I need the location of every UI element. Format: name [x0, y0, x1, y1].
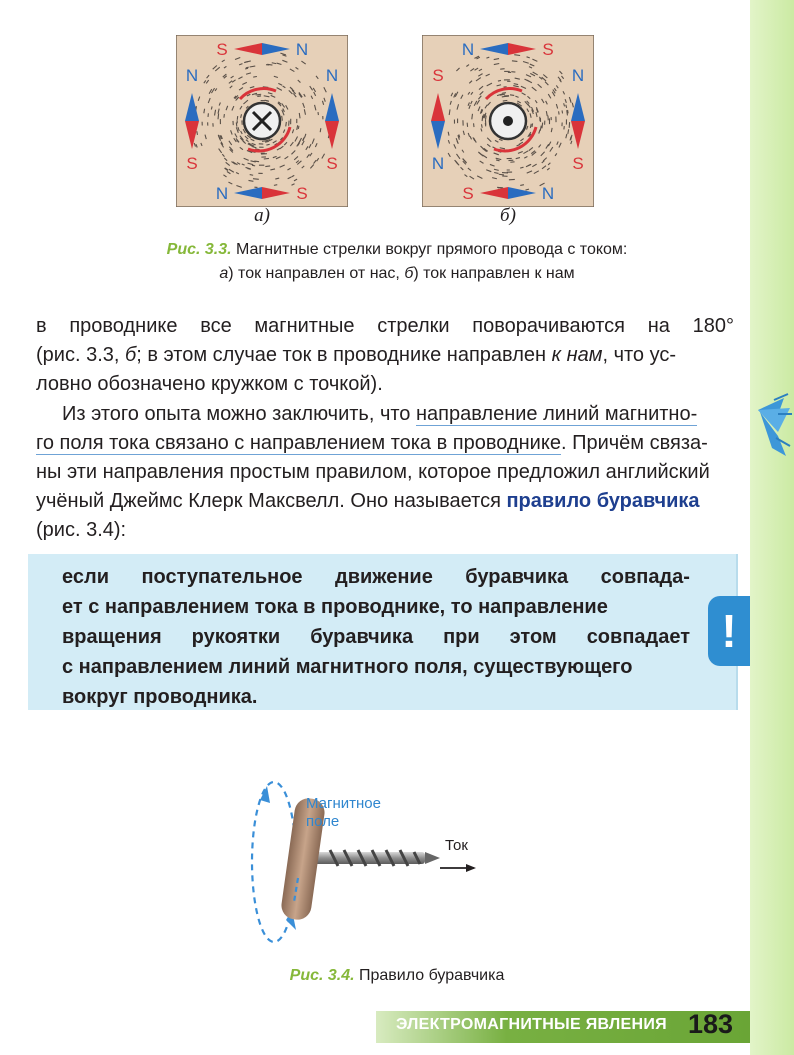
pole-label: N — [215, 184, 229, 203]
word: если — [62, 566, 109, 588]
pointing-hand-icon — [744, 392, 794, 470]
text-run-italic: б — [124, 344, 137, 366]
figure-3-4-caption — [0, 964, 794, 988]
caption-b: б — [404, 265, 414, 282]
word: 180° — [692, 315, 734, 337]
rule-text — [62, 562, 690, 712]
word: магнитные — [254, 315, 355, 337]
word: буравчика — [310, 626, 414, 648]
pole-label: S — [432, 66, 444, 85]
paragraph-1-line-2 — [36, 341, 734, 370]
paragraph-1-line-1 — [36, 312, 734, 341]
pole-label: S — [186, 154, 198, 173]
pole-label: N — [571, 66, 585, 85]
paragraph-2-line-3: ны эти направления простым правилом, которое предложил английский — [36, 461, 710, 483]
text-run: (рис. 3.3, — [36, 344, 125, 366]
paragraph-2-line-2 — [36, 429, 734, 458]
page-number: 183 — [688, 1009, 734, 1039]
current-label: Ток — [445, 837, 468, 854]
word: совпадает — [586, 626, 690, 648]
paragraph-2 — [36, 400, 734, 545]
field-label-line: Магнитное — [306, 795, 381, 812]
paragraph-1 — [36, 312, 734, 399]
field-label-line: поле — [306, 813, 340, 830]
section-title: ЭЛЕКТРОМАГНИТНЫЕ ЯВЛЕНИЯ — [396, 1016, 667, 1033]
pole-label: N — [295, 40, 309, 59]
word: стрелки — [377, 315, 450, 337]
key-term: правило буравчика — [506, 490, 700, 512]
caption-text: Магнитные стрелки вокруг прямого провода с током: — [231, 241, 628, 258]
rule-line-2: ет с направлением тока в проводнике, то направление — [62, 596, 608, 618]
caption-a: а — [219, 265, 229, 282]
word: все — [200, 315, 232, 337]
word: этом — [509, 626, 557, 648]
word: буравчика — [465, 566, 569, 588]
important-marker-icon: ! — [708, 596, 750, 666]
pole-label: N — [185, 66, 199, 85]
underlined-text: направление линий магнитно- — [415, 403, 698, 425]
pole-label: S — [296, 184, 308, 203]
word: движение — [335, 566, 433, 588]
pole-label: N — [541, 184, 555, 203]
word: поворачиваются — [472, 315, 625, 337]
caption-label: Рис. 3.3. — [166, 241, 232, 258]
pole-label: S — [216, 40, 228, 59]
pole-label: N — [431, 154, 445, 173]
figure-panel-b — [422, 35, 594, 207]
caption-text-a: ) ток направлен от нас, — [228, 265, 405, 282]
rule-line-5: вокруг проводника. — [62, 686, 258, 708]
pole-label: S — [326, 154, 338, 173]
caption-label: Рис. 3.4. — [289, 967, 355, 984]
caption-text-b: ) ток направлен к нам — [413, 265, 575, 282]
word: на — [647, 315, 670, 337]
paragraph-1-line-3: ловно обозначено кружком с точкой). — [36, 373, 383, 395]
pole-label: S — [462, 184, 474, 203]
rule-line-4: с направлением линий магнитного поля, существующего — [62, 656, 633, 678]
word: проводнике — [69, 315, 178, 337]
word: вращения — [62, 626, 162, 648]
word: рукоятки — [191, 626, 281, 648]
text-run-italic: к нам — [551, 344, 603, 366]
figure-3-3-caption — [0, 238, 794, 286]
word: при — [443, 626, 480, 648]
paragraph-2-line-1 — [36, 400, 734, 429]
rule-box — [28, 554, 738, 710]
text-run: , что ус- — [602, 344, 677, 366]
text-run: . Причём связа- — [560, 432, 708, 454]
word: поступательное — [141, 566, 303, 588]
pole-label: N — [325, 66, 339, 85]
rule-line-1 — [62, 562, 690, 592]
word: в — [36, 315, 47, 337]
paragraph-2-line-4 — [36, 487, 734, 516]
pole-label: N — [461, 40, 475, 59]
current-arrow-icon — [466, 864, 476, 872]
text-run: Из этого опыта можно заключить, что — [62, 403, 416, 425]
paragraph-2-line-5: (рис. 3.4): — [36, 519, 127, 541]
text-run: ; в этом случае ток в проводнике направлен — [136, 344, 552, 366]
text-run: учёный Джеймс Клерк Максвелл. Оно называется — [36, 490, 507, 512]
word: совпада- — [600, 566, 690, 588]
field-arrow-icon — [260, 786, 270, 803]
figure-panel-a — [176, 35, 348, 207]
pole-label: S — [572, 154, 584, 173]
magnetic-field-label — [306, 795, 381, 831]
underlined-text: го поля тока связано с направлением тока в проводнике — [36, 432, 561, 454]
panel-a-label: а) — [254, 205, 270, 226]
panel-b-label: б) — [500, 205, 516, 226]
gimlet-tip — [425, 852, 440, 864]
rule-line-3 — [62, 622, 690, 652]
figure-3-3 — [0, 35, 794, 235]
caption-text: Правило буравчика — [354, 967, 505, 984]
pole-label: S — [542, 40, 554, 59]
